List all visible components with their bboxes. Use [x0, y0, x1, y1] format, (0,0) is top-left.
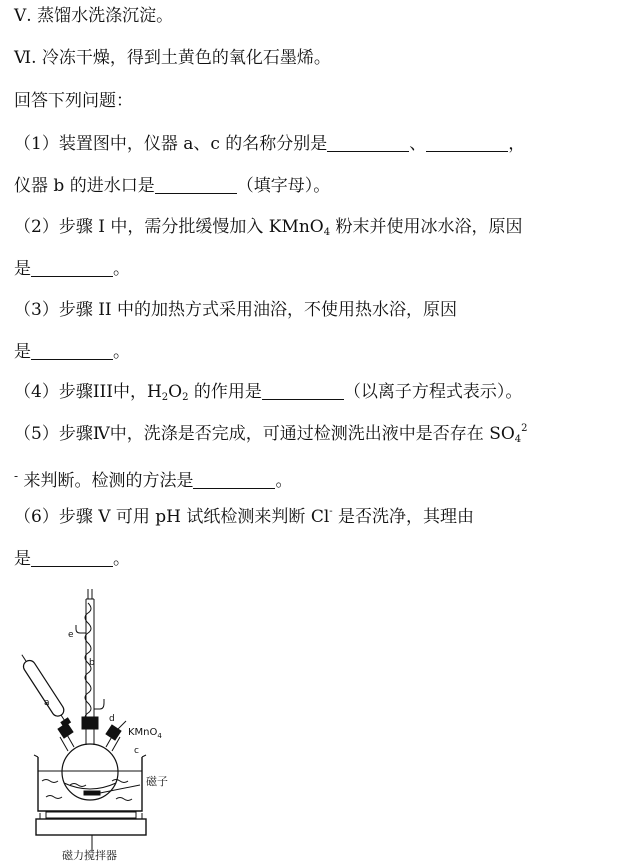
q6-line-1 [14, 505, 474, 529]
label-kmno4-sub: 4 [157, 732, 162, 740]
q6-text-3: 是 [14, 549, 31, 569]
prompt-text: 回答下列问题： [14, 91, 133, 111]
q1-blank-inlet[interactable] [155, 175, 237, 194]
q5-end: 。 [275, 471, 293, 491]
q6-blank[interactable] [31, 548, 113, 567]
step-6-line [14, 46, 331, 70]
label-magnet: 磁子 [146, 775, 168, 788]
label-kmno4-text: KMnO [128, 727, 158, 738]
q1-blank-a[interactable] [327, 133, 409, 152]
q4-subscript-2: 2 [182, 392, 189, 403]
q2-text-3: 是 [14, 259, 31, 279]
q2-line-2 [14, 257, 130, 281]
step-5-text: Ⅴ. 蒸馏水洗涤沉淀。 [14, 6, 174, 26]
q6-text-2: 是否洗净，其理由 [332, 507, 475, 527]
q3-text-2: 是 [14, 342, 31, 362]
q5-line-1 [14, 422, 528, 446]
label-kmno4 [128, 727, 162, 740]
magnetic-stirrer [36, 819, 146, 835]
q6-text-1: （6）步骤 V 可用 pH 试纸检测来判断 Cl [14, 507, 330, 527]
q1-line-1 [14, 132, 525, 156]
q2-blank[interactable] [31, 258, 113, 277]
q5-superscript: 2 [521, 423, 528, 434]
q5-text-2: 来判断。检测的方法是 [18, 471, 194, 491]
q1-text-3: （填字母）。 [236, 176, 331, 196]
inlet-d [94, 699, 104, 709]
q1-comma: ， [508, 134, 526, 154]
q2-text-2: 粉末并使用冰水浴，原因 [330, 217, 523, 237]
q4-oxygen: O [168, 382, 183, 402]
q4-text-2: 的作用是 [188, 382, 262, 402]
q2-subscript: 4 [323, 227, 331, 238]
q3-text-1: （3）步骤 II 中的加热方式采用油浴，不使用热水浴，原因 [14, 300, 458, 320]
q6-superscript: - [329, 506, 333, 517]
label-c: c [134, 746, 139, 756]
dropping-funnel [21, 658, 66, 718]
q4-text-3: （以离子方程式表示）。 [343, 382, 523, 402]
q6-end: 。 [113, 549, 130, 569]
step-6-text: Ⅵ. 冷冻干燥，得到土黄色的氧化石墨烯。 [14, 48, 331, 68]
q4-line [14, 380, 522, 404]
q1-line-2 [14, 174, 330, 198]
q1-blank-c[interactable] [426, 133, 508, 152]
step-5-line [14, 4, 173, 28]
label-b: b [89, 658, 95, 668]
q5-line-2 [14, 464, 292, 493]
outlet-e [76, 625, 86, 633]
q5-blank[interactable] [193, 470, 275, 489]
water-bath [38, 757, 142, 811]
q5-charge: - [14, 469, 19, 483]
q4-subscript-1: 2 [161, 392, 169, 403]
q6-line-2 [14, 547, 130, 571]
q3-blank[interactable] [31, 341, 113, 360]
water-waves [42, 780, 132, 801]
q5-subscript: 4 [514, 434, 522, 445]
q2-line-1 [14, 215, 523, 239]
prompt-line [14, 89, 133, 113]
q3-end: 。 [113, 342, 130, 362]
q1-text-2: 仪器 b 的进水口是 [14, 176, 155, 196]
q1-separator: 、 [409, 134, 427, 154]
q2-text-1: （2）步骤 I 中，需分批缓慢加入 KMnO [14, 217, 324, 237]
q5-text-1: （5）步骤Ⅳ中，洗涤是否完成，可通过检测洗出液中是否存在 SO [14, 424, 515, 444]
label-e: e [68, 630, 74, 640]
q4-text-1: （4）步骤III中，H [14, 382, 162, 402]
q3-line-2 [14, 340, 130, 364]
label-stirrer: 磁力搅拌器 [62, 849, 117, 862]
q1-text-1: （1）装置图中，仪器 a、c 的名称分别是 [14, 134, 328, 154]
q2-end: 。 [113, 259, 130, 279]
q4-blank[interactable] [262, 381, 344, 400]
magnet-bar [84, 791, 100, 795]
q3-line-1 [14, 298, 457, 322]
apparatus-diagram [0, 585, 200, 864]
label-d: d [109, 714, 115, 724]
label-a: a [44, 698, 50, 708]
